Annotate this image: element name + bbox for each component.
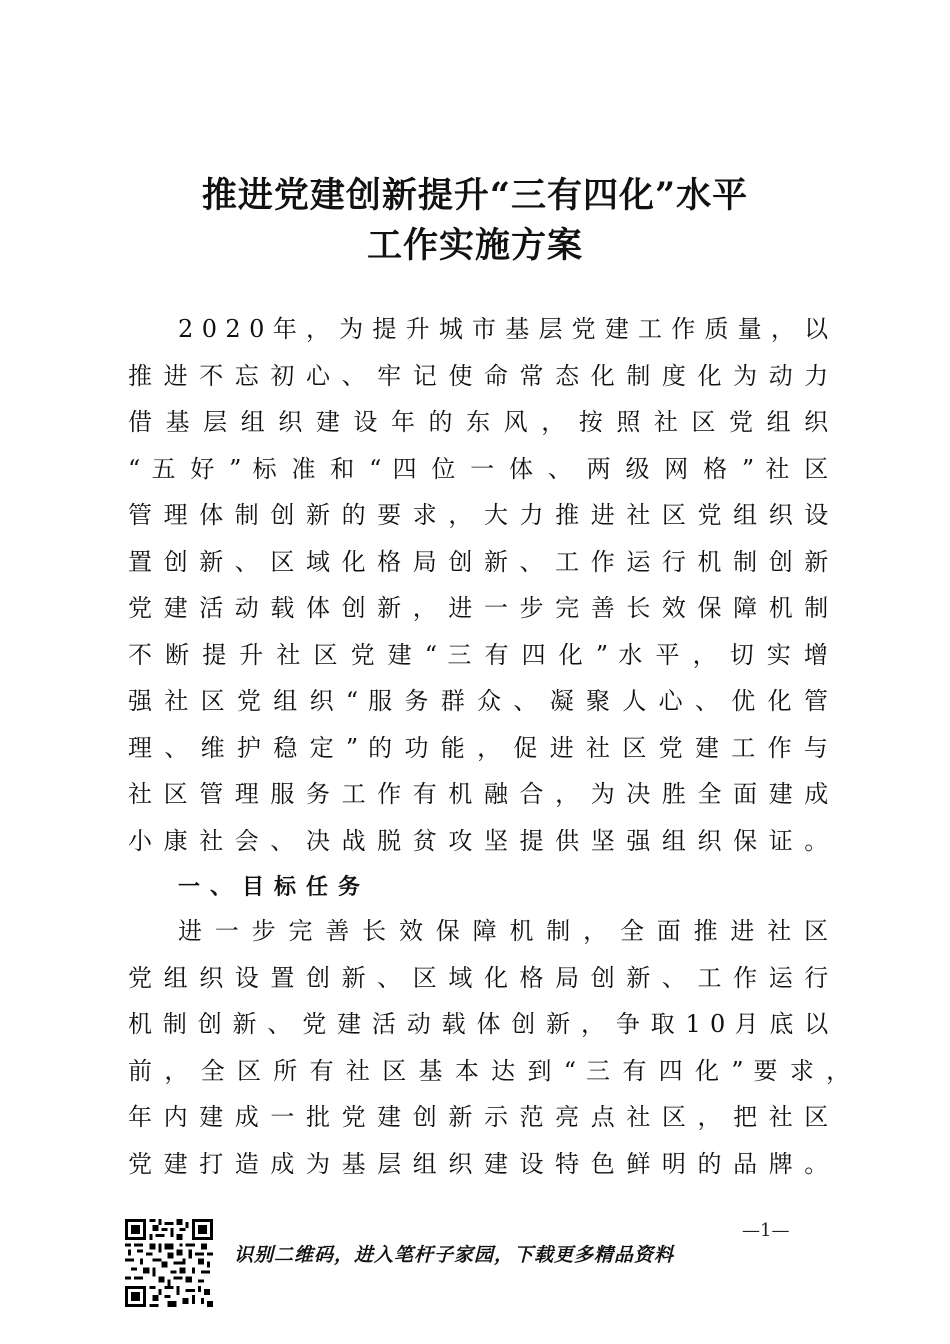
paragraph-line: 进 一 步 完 善 长 效 保 障 机 制 ， 全 面 推 进 社 区 xyxy=(178,917,829,945)
page-number: —1— xyxy=(742,1220,790,1241)
paragraph-line: 社 区 管 理 服 务 工 作 有 机 融 合 ， 为 决 胜 全 面 建 成 xyxy=(128,780,829,808)
paragraph-line: 党 组 织 设 置 创 新 、 区 域 化 格 局 创 新 、 工 作 运 行 xyxy=(128,963,829,992)
paragraph-line: 置 创 新 、 区 域 化 格 局 创 新 、 工 作 运 行 机 制 创 新 xyxy=(128,547,829,576)
document-title-line-1: 推进党建创新提升“三有四化”水平 xyxy=(201,175,749,216)
paragraph-line: 借 基 层 组 织 建 设 年 的 东 风 ， 按 照 社 区 党 组 织 xyxy=(128,408,829,436)
paragraph-line: 理 、 维 护 稳 定 ” 的 功 能 ， 促 进 社 区 党 建 工 作 与 xyxy=(128,733,828,762)
paragraph-line: 管 理 体 制 创 新 的 要 求 ， 大 力 推 进 社 区 党 组 织 设 xyxy=(128,501,829,529)
section-heading: 一、目标任务 xyxy=(178,875,371,900)
paragraph-line: 党 建 打 造 成 为 基 层 组 织 建 设 特 色 鲜 明 的 品 牌 。 xyxy=(128,1149,829,1178)
footer-download-note: 识别二维码，进入笔杆子家园，下载更多精品资料 xyxy=(234,1244,675,1266)
paragraph-line: 2 0 2 0 年 ， 为 提 升 城 市 基 层 党 建 工 作 质 量 ， 以 xyxy=(178,315,829,343)
paragraph-line: 年 内 建 成 一 批 党 建 创 新 示 范 亮 点 社 区 ， 把 社 区 xyxy=(128,1103,829,1131)
paragraph-line: 党 建 活 动 载 体 创 新 ， 进 一 步 完 善 长 效 保 障 机 制 xyxy=(128,594,829,622)
paragraph-line: 强 社 区 党 组 织 “ 服 务 群 众 、 凝 聚 人 心 、 优 化 管 xyxy=(128,687,828,715)
paragraph-line: 不 断 提 升 社 区 党 建 “ 三 有 四 化 ” 水 平 ， 切 实 增 xyxy=(128,640,828,669)
paragraph-line: 小 康 社 会 、 决 战 脱 贫 攻 坚 提 供 坚 强 组 织 保 证 。 xyxy=(128,826,829,855)
paragraph-line: 推 进 不 忘 初 心 、 牢 记 使 命 常 态 化 制 度 化 为 动 力 xyxy=(128,361,829,390)
document-title-line-2: 工作实施方案 xyxy=(366,225,583,266)
paragraph-line: 机 制 创 新 、 党 建 活 动 载 体 创 新 ， 争 取 1 0 月 底 以 xyxy=(128,1010,829,1038)
paragraph-line: “ 五 好 ” 标 准 和 “ 四 位 一 体 、 两 级 网 格 ” 社 区 xyxy=(128,454,829,483)
qr-code-icon xyxy=(125,1219,213,1307)
paragraph-line: 前 ， 全 区 所 有 社 区 基 本 达 到 “ 三 有 四 化 ” 要 求 ， xyxy=(128,1056,851,1085)
